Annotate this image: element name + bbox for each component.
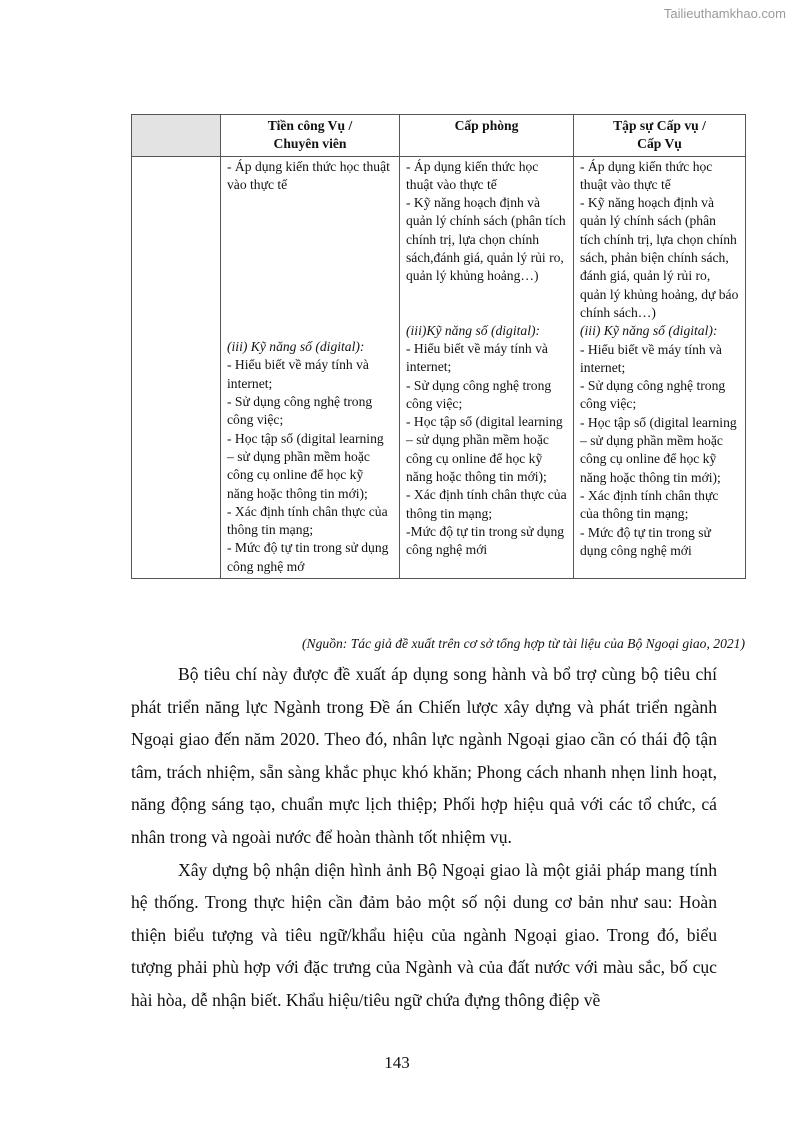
source-note: (Nguồn: Tác giả đề xuất trên cơ sở tổng hợp từ tài liệu của Bộ Ngoại giao, 2021) <box>302 636 745 651</box>
cell-block-applied-knowledge: - Áp dụng kiến thức học thuật vào thực tế <box>227 158 394 192</box>
cell-heading-digital-skills: (iii)Kỹ năng số (digital): <box>406 322 541 338</box>
table-header-tap-su-cap-vu: Tập sự Cấp vụ / Cấp Vụ <box>574 115 746 157</box>
table-header-row <box>132 115 746 157</box>
table-header-cap-phong: Cấp phòng <box>400 115 574 157</box>
watermark: Tailieuthamkhao.com <box>663 6 786 21</box>
paragraph: Xây dựng bộ nhận diện hình ảnh Bộ Ngoại giao là một giải pháp mang tính hệ thống. Trong thực hiện cần đảm bảo một số nội dung cơ bản như sau: Hoàn thiện biểu tượng và tiêu ngữ/khẩu hiệu của ngành Ngoại giao. Trong đó, biểu tượng phải phù hợp với đặc trưng của Ngành và của đất nước với màu sắc, bố cục hài hòa, dễ nhận biết. Khẩu hiệu/tiêu ngữ chứa đựng thông điệp về <box>131 859 717 1010</box>
cell-block-digital-skills: - Hiểu biết về máy tính và internet; - Sử dụng công nghệ trong công việc; - Học tập số (digital learning – sử dụng phần mềm hoặc công cụ online để học kỹ năng hoặc thông tin mới); - Xác định tính chân thực của thông tin mạng; -Mức độ tự tin trong sử dụng công nghệ mới <box>406 340 567 558</box>
cell-heading-digital-skills: (iii) Kỹ năng số (digital): <box>580 323 718 339</box>
cell-block-applied-knowledge: - Áp dụng kiến thức học thuật vào thực tế - Kỹ năng hoạch định và quản lý chính sách (phân tích chính trị, lựa chọn chính sách,đánh giá, quản lý rủi ro, quản lý khủng hoảng…) <box>406 158 566 284</box>
table-cell-stub <box>132 156 221 578</box>
table-header-stub <box>132 115 221 157</box>
cell-heading-digital-skills: (iii) Kỹ năng số (digital): <box>227 339 365 355</box>
page-number: 143 <box>384 1053 410 1072</box>
cell-block-digital-skills: - Hiểu biết về máy tính và internet; - Sử dụng công nghệ trong công việc; - Học tập số (digital learning – sử dụng phần mềm hoặc công cụ online để học kỹ năng hoặc thông tin mới); - Xác định tính chân thực của thông tin mạng; - Mức độ tự tin trong sử dụng công nghệ mới <box>580 341 737 558</box>
table-cell-cap-phong <box>400 156 574 578</box>
criteria-table <box>131 114 746 579</box>
body-text <box>131 658 717 1017</box>
table-row <box>132 156 746 578</box>
table-cell-tien-cong-vu <box>221 156 400 578</box>
paragraph: Bộ tiêu chí này được đề xuất áp dụng song hành và bổ trợ cùng bộ tiêu chí phát triển năng lực Ngành trong Đề án Chiến lược xây dựng và phát triển ngành Ngoại giao đến năm 2020. Theo đó, nhân lực ngành Ngoại giao cần có thái độ tận tâm, trách nhiệm, sẵn sàng khắc phục khó khăn; Phong cách nhanh nhẹn linh hoạt, năng động sáng tạo, chuẩn mực lịch thiệp; Phối hợp hiệu quả với các tổ chức, cá nhân trong và ngoài nước để hoàn thành tốt nhiệm vụ. <box>131 664 717 847</box>
cell-block-applied-knowledge: - Áp dụng kiến thức học thuật vào thực tế - Kỹ năng hoạch định và quản lý chính sách (phân tích chính trị, lựa chọn chính sách, phản biện chính sách, đánh giá, quản lý rủi ro, quản lý khủng hoảng, dự báo chính sách…) <box>580 158 739 320</box>
table-cell-tap-su-cap-vu <box>574 156 746 578</box>
table-header-tien-cong-vu: Tiền công Vụ / Chuyên viên <box>221 115 400 157</box>
cell-block-digital-skills: - Hiểu biết về máy tính và internet; - Sử dụng công nghệ trong công việc; - Học tập số (digital learning – sử dụng phần mềm hoặc công cụ online để học kỹ năng hoặc thông tin mới); - Xác định tính chân thực của thông tin mạng; - Mức độ tự tin trong sử dụng công nghệ mớ <box>227 357 389 574</box>
